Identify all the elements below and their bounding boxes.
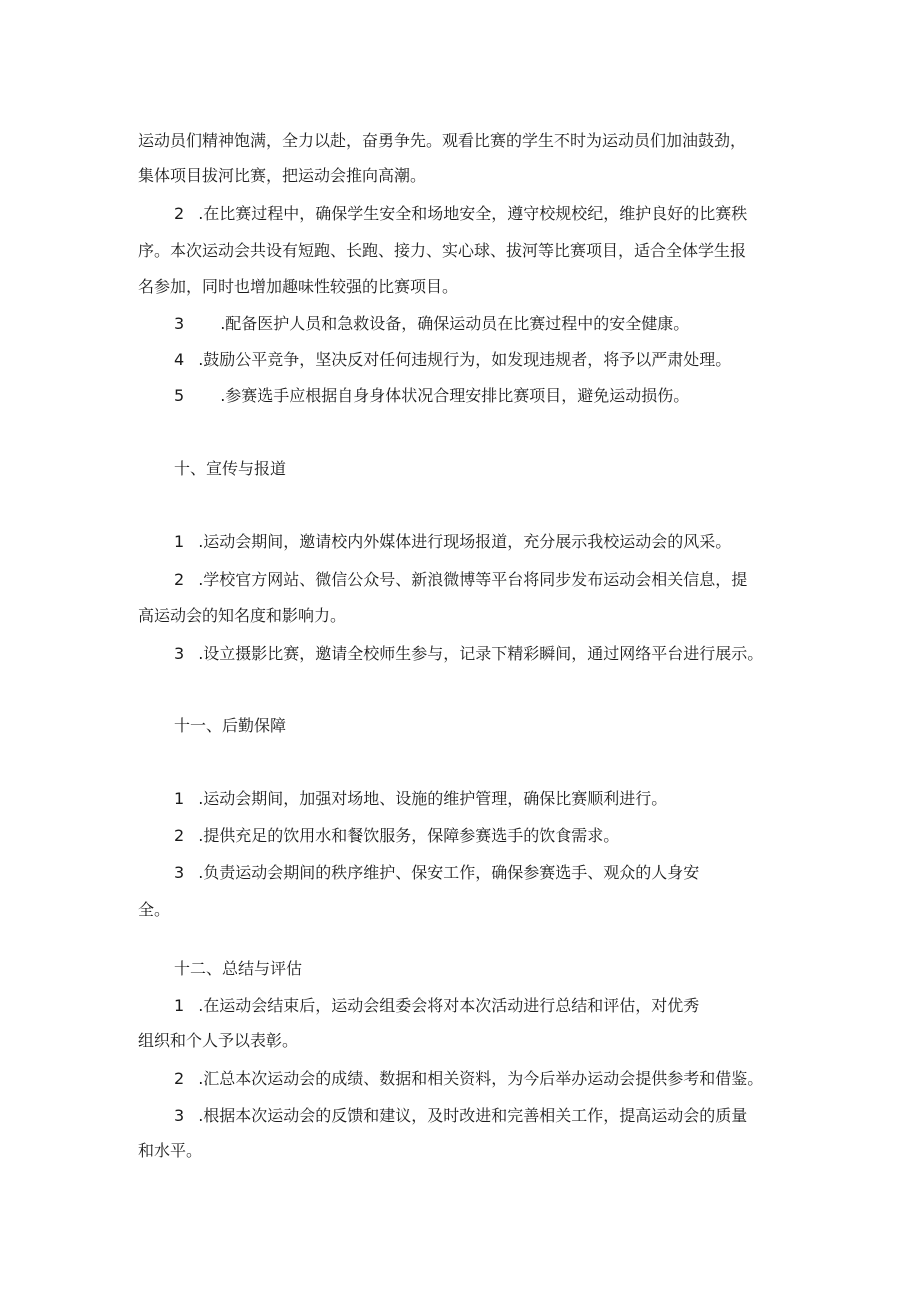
item-text: .设立摄影比赛，邀请全校师生参与，记录下精彩瞬间，通过网络平台进行展示。 — [198, 644, 764, 663]
rule-number: 4 — [174, 350, 185, 369]
item-number: 1 — [174, 789, 185, 808]
rule-text: .鼓励公平竞争，坚决反对任何违规行为，如发现违规者，将予以严肃处理。 — [198, 350, 732, 369]
summary-item-1 — [174, 995, 699, 1017]
logistics-item-2 — [174, 825, 619, 847]
summary-item-3 — [174, 1105, 747, 1127]
item-text: .汇总本次运动会的成绩、数据和相关资料，为今后举办运动会提供参考和借鉴。 — [198, 1069, 764, 1088]
rule-number: 5 — [174, 386, 185, 405]
rule-number: 3 — [174, 314, 185, 333]
section-heading-publicity: 十、宣传与报道 — [174, 459, 287, 478]
item-number: 2 — [174, 1069, 185, 1088]
summary-item-1-line-2: 组织和个人予以表彰。 — [138, 1031, 299, 1050]
item-text: .负责运动会期间的秩序维护、保安工作，确保参赛选手、观众的人身安 — [198, 863, 700, 882]
rule-item-3 — [174, 313, 689, 335]
rule-item-4 — [174, 349, 731, 371]
item-number: 3 — [174, 1106, 185, 1125]
intro-line-1: 运动员们精神饱满，全力以赴，奋勇争先。观看比赛的学生不时为运动员们加油鼓劲， — [138, 131, 747, 150]
summary-item-2 — [174, 1068, 763, 1090]
item-number: 2 — [174, 826, 185, 845]
rule-2-line-2: 序。本次运动会共设有短跑、长跑、接力、实心球、拔河等比赛项目，适合全体学生报 — [138, 241, 747, 260]
item-text: .提供充足的饮用水和餐饮服务，保障参赛选手的饮食需求。 — [198, 826, 620, 845]
summary-item-3-line-2: 和水平。 — [138, 1141, 203, 1160]
publicity-item-2-line-2: 高运动会的知名度和影响力。 — [138, 606, 347, 625]
rule-item-2 — [174, 203, 747, 225]
publicity-item-2 — [174, 569, 747, 591]
item-number: 1 — [174, 996, 185, 1015]
publicity-item-3 — [174, 643, 763, 665]
item-number: 3 — [174, 863, 185, 882]
intro-line-2: 集体项目拔河比赛，把运动会推向高潮。 — [138, 166, 427, 185]
rule-text: .在比赛过程中，确保学生安全和场地安全，遵守校规校纪，维护良好的比赛秩 — [198, 204, 748, 223]
publicity-item-1 — [174, 531, 731, 553]
logistics-item-3-line-2: 全。 — [138, 900, 171, 919]
rule-item-5 — [174, 385, 689, 407]
logistics-item-3 — [174, 862, 699, 884]
item-number: 1 — [174, 532, 185, 551]
item-text: .运动会期间，邀请校内外媒体进行现场报道，充分展示我校运动会的风采。 — [198, 532, 732, 551]
item-text: .根据本次运动会的反馈和建议，及时改进和完善相关工作，提高运动会的质量 — [198, 1106, 748, 1125]
rule-2-line-3: 名参加，同时也增加趣味性较强的比赛项目。 — [138, 277, 459, 296]
rule-text: .配备医护人员和急救设备，确保运动员在比赛过程中的安全健康。 — [220, 314, 690, 333]
section-heading-logistics: 十一、后勤保障 — [174, 716, 287, 735]
item-text: .运动会期间，加强对场地、设施的维护管理，确保比赛顺利进行。 — [198, 789, 668, 808]
section-heading-summary: 十二、总结与评估 — [174, 959, 303, 978]
item-text: .学校官方网站、微信公众号、新浪微博等平台将同步发布运动会相关信息，提 — [198, 570, 748, 589]
rule-text: .参赛选手应根据自身身体状况合理安排比赛项目，避免运动损伤。 — [220, 386, 690, 405]
item-text: .在运动会结束后，运动会组委会将对本次活动进行总结和评估，对优秀 — [198, 996, 700, 1015]
item-number: 3 — [174, 644, 185, 663]
logistics-item-1 — [174, 788, 667, 810]
rule-number: 2 — [174, 204, 185, 223]
item-number: 2 — [174, 570, 185, 589]
